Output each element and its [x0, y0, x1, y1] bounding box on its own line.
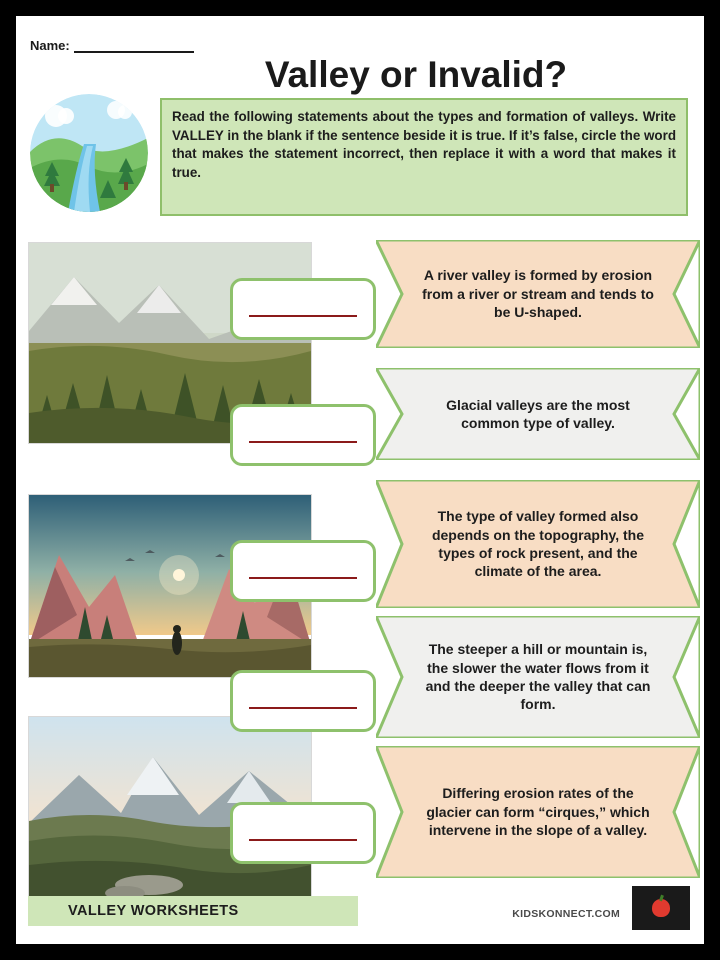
worksheet-page — [16, 16, 704, 944]
answer-line-5[interactable] — [249, 839, 357, 841]
statement-text-2: Glacial valleys are the most common type of valley. — [446, 396, 630, 431]
answer-box-3[interactable] — [230, 540, 376, 602]
statement-banner-3 — [376, 480, 700, 608]
answer-line-1[interactable] — [249, 315, 357, 317]
answer-box-1[interactable] — [230, 278, 376, 340]
name-field-row — [30, 38, 194, 53]
answer-box-4[interactable] — [230, 670, 376, 732]
answer-line-2[interactable] — [249, 441, 357, 443]
valley-illustration-svg — [30, 94, 148, 212]
instructions-box: Read the following statements about the types and formation of valleys. Write VALLEY in the blank if the sentence beside it is true. If it’s false, circle the word that makes the statement incorrect, then replace it with a word that makes it true. — [160, 98, 688, 216]
statement-text-3: The type of valley formed also depends on the topography, the types of rock present, and the climate of the area. — [431, 508, 645, 580]
answer-line-3[interactable] — [249, 577, 357, 579]
kidskonnect-logo — [632, 886, 690, 930]
page-title: Valley or Invalid? — [264, 54, 568, 95]
answer-box-5[interactable] — [230, 802, 376, 864]
footer-brand: KIDSKONNECT.COM — [512, 908, 620, 920]
statement-banner-1 — [376, 240, 700, 348]
statement-banner-4 — [376, 616, 700, 738]
apple-icon — [652, 899, 670, 917]
statement-text-5: Differing erosion rates of the glacier can form “cirques,” which intervene in the slope of a valley. — [426, 785, 650, 839]
statement-text-1: A river valley is formed by erosion from a river or stream and tends to be U-shaped. — [422, 267, 654, 321]
answer-line-4[interactable] — [249, 707, 357, 709]
statement-banner-2 — [376, 368, 700, 460]
answer-box-2[interactable] — [230, 404, 376, 466]
footer-worksheet-label: VALLEY WORKSHEETS — [28, 896, 358, 926]
name-label: Name: — [30, 38, 70, 53]
statement-banner-5 — [376, 746, 700, 878]
statement-text-4: The steeper a hill or mountain is, the slower the water flows from it and the deeper the valley that can form. — [425, 641, 651, 713]
name-input-line[interactable] — [74, 39, 194, 53]
valley-illustration — [30, 94, 148, 212]
